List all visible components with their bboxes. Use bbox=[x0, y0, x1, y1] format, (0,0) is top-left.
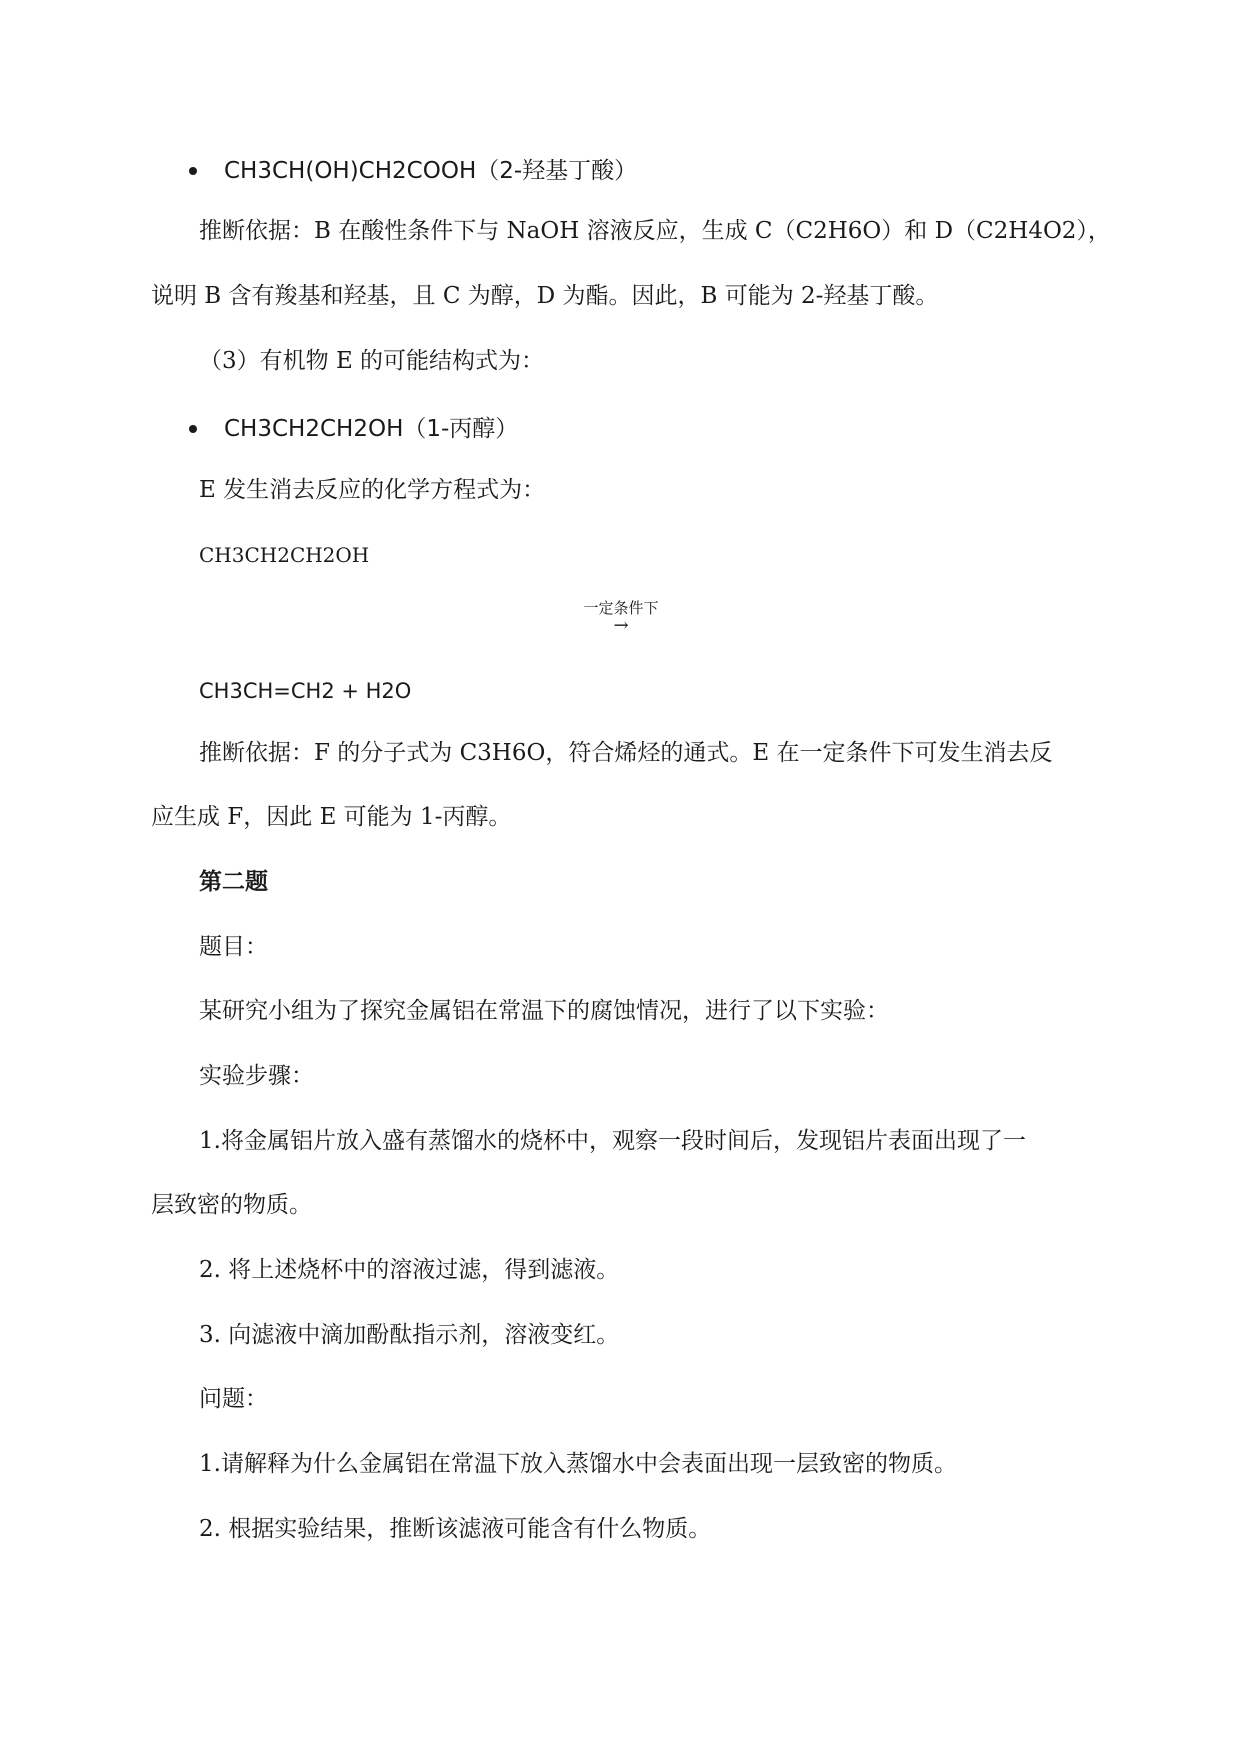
problem-2: 2. 根据实验结果，推断该滤液可能含有什么物质。 bbox=[199, 1516, 712, 1542]
experiment-steps-label: 实验步骤： bbox=[199, 1063, 314, 1089]
reaction-arrow-icon: → bbox=[613, 615, 629, 636]
section-heading-second-question: 第二题 bbox=[199, 869, 268, 895]
reaction-condition bbox=[576, 598, 666, 634]
bullet-dot bbox=[189, 167, 197, 175]
question-label: 题目： bbox=[199, 934, 268, 960]
reasoning-b-line1: 推断依据：B 在酸性条件下与 NaOH 溶液反应，生成 C（C2H6O）和 D（C2H4O2）， bbox=[199, 218, 1111, 244]
question-3-heading: （3）有机物 E 的可能结构式为： bbox=[199, 348, 545, 374]
reasoning-b-line2: 说明 B 含有羧基和羟基，且 C 为醇，D 为酯。因此，B 可能为 2-羟基丁酸。 bbox=[151, 283, 939, 309]
problems-label: 问题： bbox=[199, 1386, 268, 1412]
step-1-line2: 层致密的物质。 bbox=[151, 1192, 312, 1218]
reasoning-e-line1: 推断依据：F 的分子式为 C3H6O，符合烯烃的通式。E 在一定条件下可发生消去反 bbox=[199, 740, 1053, 766]
equation-products: CH3CH=CH2 + H2O bbox=[199, 679, 412, 703]
reaction-condition-label: 一定条件下 bbox=[583, 599, 659, 617]
equation-reactant: CH3CH2CH2OH bbox=[199, 543, 370, 567]
bullet-compound-e: CH3CH2CH2OH（1-丙醇） bbox=[224, 416, 519, 442]
step-1-line1: 1.将金属铝片放入盛有蒸馏水的烧杯中，观察一段时间后，发现铝片表面出现了一 bbox=[199, 1128, 1026, 1154]
elimination-equation-intro: E 发生消去反应的化学方程式为： bbox=[199, 477, 546, 503]
bullet-dot bbox=[189, 425, 197, 433]
step-2: 2. 将上述烧杯中的溶液过滤，得到滤液。 bbox=[199, 1257, 620, 1283]
question-description: 某研究小组为了探究金属铝在常温下的腐蚀情况，进行了以下实验： bbox=[199, 998, 889, 1024]
step-3: 3. 向滤液中滴加酚酞指示剂，溶液变红。 bbox=[199, 1322, 620, 1348]
reasoning-e-line2: 应生成 F，因此 E 可能为 1-丙醇。 bbox=[151, 804, 512, 830]
problem-1: 1.请解释为什么金属铝在常温下放入蒸馏水中会表面出现一层致密的物质。 bbox=[199, 1451, 957, 1477]
bullet-compound-b: CH3CH(OH)CH2COOH（2-羟基丁酸） bbox=[224, 158, 638, 184]
